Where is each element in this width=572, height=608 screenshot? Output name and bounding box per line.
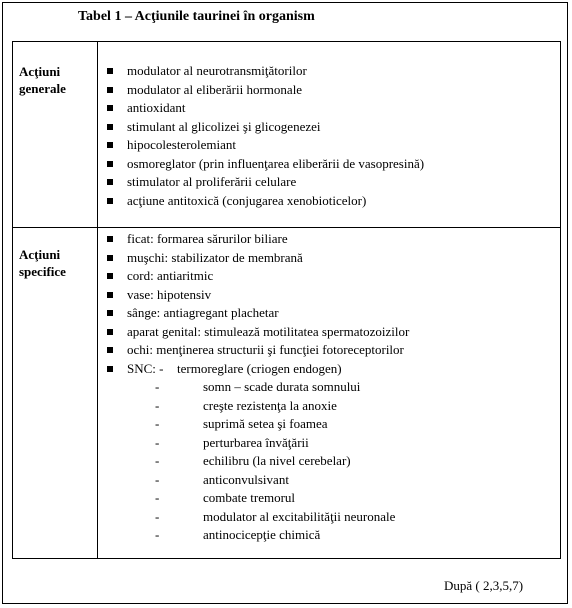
dash-bullet: - <box>155 397 160 413</box>
snc-sub-item: - antinocicepţie chimică <box>177 526 409 545</box>
list-item: stimulant al glicolizei şi glicogenezei <box>101 118 424 137</box>
table-title: Tabel 1 – Acţiunile taurinei în organism <box>78 9 315 24</box>
square-bullet-icon <box>107 105 113 111</box>
table-row-general <box>13 42 560 228</box>
list-item: osmoreglator (prin influenţarea eliberării de vasopresină) <box>101 155 424 174</box>
square-bullet-icon <box>107 68 113 74</box>
dash-bullet: - <box>155 490 160 505</box>
dash-bullet: - <box>155 527 160 542</box>
list-item: aparat genital: stimulează motilitatea spermatozoizilor <box>101 323 409 342</box>
snc-list-item <box>101 360 409 545</box>
list-item: stimulator al proliferării celulare <box>101 173 424 192</box>
snc-sub-item: - combate tremorul <box>177 489 409 508</box>
snc-sub-item: - suprimă setea şi foamea <box>177 415 409 434</box>
dash-bullet: - <box>155 379 160 394</box>
general-actions-list <box>101 62 424 210</box>
square-bullet-icon <box>107 236 113 242</box>
square-bullet-icon <box>107 329 113 335</box>
square-bullet-icon <box>107 292 113 298</box>
square-bullet-icon <box>107 179 113 185</box>
list-item: sânge: antiagregant plachetar <box>101 304 409 323</box>
square-bullet-icon <box>107 124 113 130</box>
snc-sub-item: termoreglare (criogen endogen) <box>177 360 342 376</box>
square-bullet-icon <box>107 273 113 279</box>
list-item: acţiune antitoxică (conjugarea xenobioticelor) <box>101 192 424 211</box>
column-divider <box>97 42 98 227</box>
dash-bullet: - <box>155 416 160 431</box>
source-citation: După ( 2,3,5,7) <box>444 578 524 593</box>
list-item: modulator al neurotransmiţătorilor <box>101 62 424 81</box>
square-bullet-icon <box>107 310 113 316</box>
list-item: ochi: menţinerea structurii şi funcţiei fotoreceptorilor <box>101 341 409 360</box>
snc-sub-list <box>127 378 409 545</box>
list-item: antioxidant <box>101 99 424 118</box>
snc-sub-item: - creşte rezistenţa la anoxie <box>177 397 409 416</box>
row-label-specific: Acţiuni specifice <box>19 247 66 279</box>
list-item: hipocolesterolemiant <box>101 136 424 155</box>
square-bullet-icon <box>107 142 113 148</box>
list-item: ficat: formarea sărurilor biliare <box>101 230 409 249</box>
row-label-general: Acţiuni generale <box>19 64 66 96</box>
square-bullet-icon <box>107 161 113 167</box>
square-bullet-icon <box>107 347 113 353</box>
snc-sub-item: - echilibru (la nivel cerebelar) <box>177 452 409 471</box>
snc-sub-item: - modulator al excitabilităţii neuronale <box>177 508 409 527</box>
snc-label: SNC: - <box>127 360 164 376</box>
square-bullet-icon <box>107 87 113 93</box>
snc-sub-item: - anticonvulsivant <box>177 471 409 490</box>
dash-bullet: - <box>155 508 160 524</box>
snc-heading <box>127 360 409 379</box>
dash-bullet: - <box>155 453 160 468</box>
dash-bullet: - <box>155 434 160 450</box>
list-item: modulator al eliberării hormonale <box>101 81 424 100</box>
snc-sub-item: - somn – scade durata somnului <box>177 378 409 397</box>
list-item: cord: antiaritmic <box>101 267 409 286</box>
table-row-specific <box>13 228 560 558</box>
square-bullet-icon <box>107 198 113 204</box>
specific-actions-list <box>101 230 409 545</box>
square-bullet-icon <box>107 255 113 261</box>
dash-bullet: - <box>155 471 160 487</box>
list-item: muşchi: stabilizator de membrană <box>101 249 409 268</box>
column-divider <box>97 228 98 558</box>
snc-sub-item: - perturbarea învăţării <box>177 434 409 453</box>
taurine-actions-table <box>12 41 561 559</box>
square-bullet-icon <box>107 366 113 372</box>
list-item: vase: hipotensiv <box>101 286 409 305</box>
